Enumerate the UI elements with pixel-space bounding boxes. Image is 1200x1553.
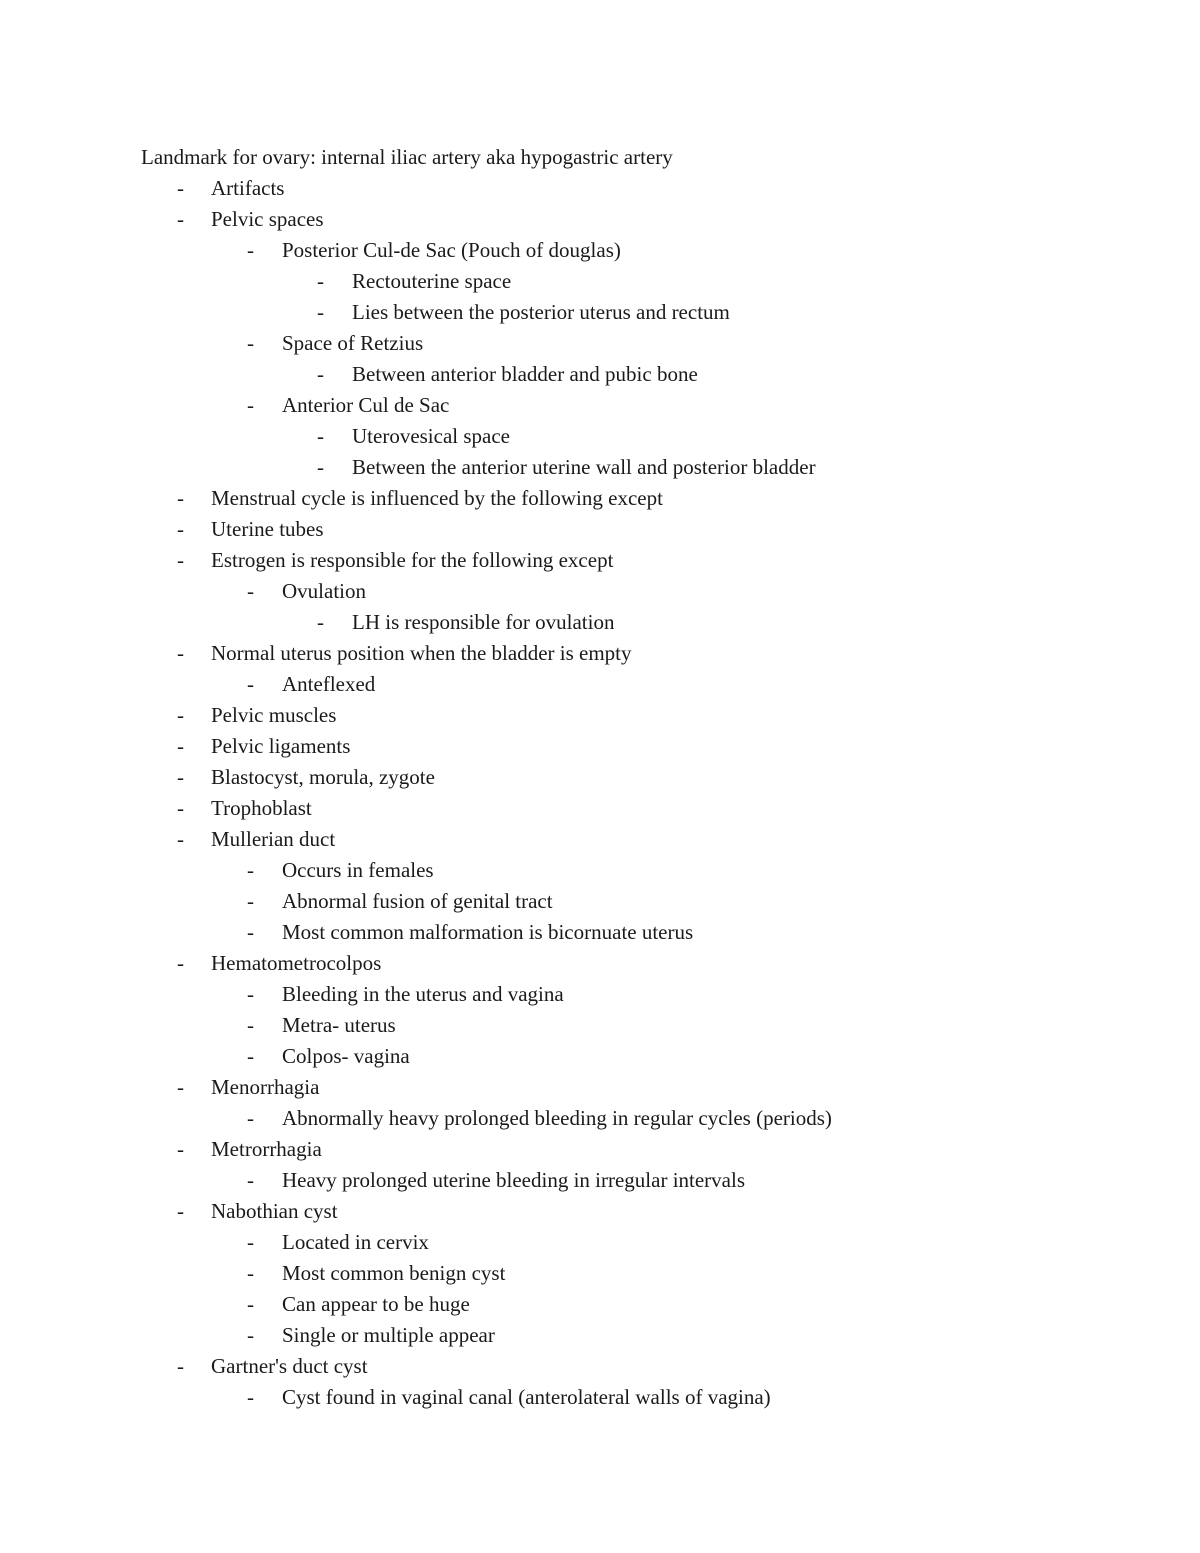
outline-item-text: Single or multiple appear [282, 1323, 495, 1347]
outline-item-text: Abnormal fusion of genital tract [282, 889, 553, 913]
outline-item-text: Can appear to be huge [282, 1292, 470, 1316]
outline-item-text: Normal uterus position when the bladder is empty [211, 641, 632, 665]
bullet-dash: - [247, 1261, 254, 1285]
outline-item-text: Hematometrocolpos [211, 951, 382, 975]
bullet-dash: - [177, 486, 184, 510]
outline-item-text: Colpos- vagina [282, 1044, 410, 1068]
bullet-dash: - [247, 1323, 254, 1347]
bullet-dash: - [177, 765, 184, 789]
bullet-dash: - [177, 734, 184, 758]
outline-item-text: Rectouterine space [352, 269, 512, 293]
outline-item-text: Abnormally heavy prolonged bleeding in regular cycles (periods) [282, 1106, 832, 1130]
bullet-dash: - [247, 1292, 254, 1316]
bullet-dash: - [177, 703, 184, 727]
outline-item-text: Nabothian cyst [211, 1199, 338, 1223]
bullet-dash: - [247, 579, 254, 603]
bullet-dash: - [317, 300, 324, 324]
outline-item-text: Ovulation [282, 579, 366, 603]
outline-item-text: Uterovesical space [352, 424, 511, 448]
outline-item-text: Lies between the posterior uterus and rectum [352, 300, 730, 324]
bullet-dash: - [317, 269, 324, 293]
bullet-dash: - [317, 455, 324, 479]
bullet-dash: - [177, 796, 184, 820]
bullet-dash: - [247, 1044, 254, 1068]
bullet-dash: - [247, 1106, 254, 1130]
bullet-dash: - [177, 176, 184, 200]
bullet-dash: - [177, 517, 184, 541]
bullet-dash: - [247, 393, 254, 417]
outline-item-text: Cyst found in vaginal canal (anterolateral walls of vagina) [282, 1385, 771, 1409]
outline-item-text: Menorrhagia [211, 1075, 320, 1099]
outline-item-text: Estrogen is responsible for the following except [211, 548, 614, 572]
bullet-dash: - [177, 1199, 184, 1223]
outline-item-text: Heavy prolonged uterine bleeding in irregular intervals [282, 1168, 746, 1192]
outline-item-text: Uterine tubes [211, 517, 324, 541]
bullet-dash: - [177, 1075, 184, 1099]
outline-item-text: Most common malformation is bicornuate uterus [282, 920, 694, 944]
outline-item-text: Occurs in females [282, 858, 434, 882]
outline-item-text: Bleeding in the uterus and vagina [282, 982, 564, 1006]
bullet-dash: - [177, 951, 184, 975]
outline-item-text: Pelvic spaces [211, 207, 324, 231]
outline-item-text: Pelvic muscles [211, 703, 337, 727]
outline-item-text: Artifacts [211, 176, 285, 200]
outline-item-text: Menstrual cycle is influenced by the following except [211, 486, 663, 510]
outline-item-text: Gartner's duct cyst [211, 1354, 368, 1378]
bullet-dash: - [247, 331, 254, 355]
outline-item-text: Space of Retzius [282, 331, 424, 355]
outline-item-text: Located in cervix [282, 1230, 429, 1254]
outline-item-text: Mullerian duct [211, 827, 336, 851]
bullet-dash: - [247, 1385, 254, 1409]
outline-item-text: Trophoblast [211, 796, 312, 820]
bullet-dash: - [247, 1230, 254, 1254]
outline-item-text: Anteflexed [282, 672, 376, 696]
outline-item-text: Between the anterior uterine wall and posterior bladder [352, 455, 816, 479]
bullet-dash: - [247, 982, 254, 1006]
outline-item-text: Posterior Cul-de Sac (Pouch of douglas) [282, 238, 621, 262]
bullet-dash: - [247, 889, 254, 913]
bullet-dash: - [177, 1354, 184, 1378]
bullet-dash: - [177, 1137, 184, 1161]
outline-item-text: Most common benign cyst [282, 1261, 506, 1285]
document-heading: Landmark for ovary: internal iliac artery aka hypogastric artery [141, 145, 673, 169]
bullet-dash: - [247, 920, 254, 944]
bullet-dash: - [247, 1168, 254, 1192]
outline-item-text: Pelvic ligaments [211, 734, 351, 758]
bullet-dash: - [177, 548, 184, 572]
bullet-dash: - [317, 424, 324, 448]
bullet-dash: - [247, 858, 254, 882]
outline-item-text: Anterior Cul de Sac [282, 393, 450, 417]
outline-item-text: Blastocyst, morula, zygote [211, 765, 435, 789]
bullet-dash: - [247, 672, 254, 696]
outline-item-text: Between anterior bladder and pubic bone [352, 362, 698, 386]
bullet-dash: - [247, 1013, 254, 1037]
bullet-dash: - [247, 238, 254, 262]
bullet-dash: - [177, 641, 184, 665]
bullet-dash: - [317, 362, 324, 386]
bullet-dash: - [317, 610, 324, 634]
bullet-dash: - [177, 207, 184, 231]
bullet-dash: - [177, 827, 184, 851]
outline-item-text: LH is responsible for ovulation [352, 610, 615, 634]
outline-item-text: Metra- uterus [282, 1013, 396, 1037]
outline-item-text: Metrorrhagia [211, 1137, 322, 1161]
